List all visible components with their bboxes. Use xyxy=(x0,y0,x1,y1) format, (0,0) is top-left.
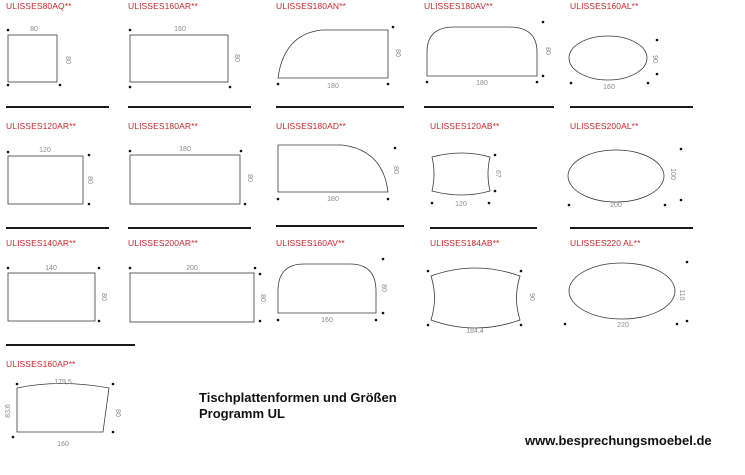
shape-ulisses200al xyxy=(568,148,683,209)
dim-width: 140 xyxy=(45,265,57,272)
dim-depth: 80 xyxy=(380,284,387,292)
dim-width: 160 xyxy=(321,317,333,324)
caption-subtitle: Programm UL xyxy=(199,406,285,421)
caption-title: Tischplattenformen und Größen xyxy=(199,390,397,405)
dim-width: 180 xyxy=(476,80,488,87)
shape-ulisses160ap xyxy=(5,379,121,448)
shape-ulisses200ar xyxy=(129,265,266,322)
dim-width: 180 xyxy=(327,83,339,90)
dim-depth: 80 xyxy=(394,49,401,57)
shape-label-ulisses160av: ULISSES160AV** xyxy=(276,238,345,248)
dim-right-depth: 80 xyxy=(114,409,121,417)
shape-label-ulisses160ap: ULISSES160AP** xyxy=(6,359,76,369)
shape-label-ulisses220al: ULISSES220 AL** xyxy=(570,238,641,248)
shape-ulisses120ar xyxy=(7,147,93,205)
dim-width: 220 xyxy=(617,322,629,329)
dim-width: 200 xyxy=(186,265,198,272)
dim-depth: 80 xyxy=(233,54,240,62)
dim-width: 184,4 xyxy=(466,328,484,335)
shape-ulisses180ar xyxy=(129,146,253,205)
shape-ulisses180an xyxy=(277,26,401,90)
dim-left-depth: 83,6 xyxy=(5,404,12,418)
shape-ulisses160ar xyxy=(129,26,240,88)
dim-depth: 80 xyxy=(544,47,551,55)
shape-label-ulisses180av: ULISSES180AV** xyxy=(424,1,493,11)
dim-depth: 80 xyxy=(86,176,93,184)
shape-label-ulisses180ad: ULISSES180AD** xyxy=(276,121,346,131)
dim-depth: 90 xyxy=(651,55,658,63)
shape-ulisses220al xyxy=(564,261,689,329)
dim-width: 160 xyxy=(174,26,186,33)
shape-ulisses160av xyxy=(277,258,387,324)
shape-ulisses180ad xyxy=(277,145,399,203)
shape-label-ulisses200ar: ULISSES200AR** xyxy=(128,238,198,248)
dim-bottom-width: 160 xyxy=(57,441,69,448)
shape-label-ulisses180ar: ULISSES180AR** xyxy=(128,121,198,131)
dim-width: 120 xyxy=(39,147,51,154)
shape-label-ulisses160al: ULISSES160AL** xyxy=(570,1,639,11)
shape-ulisses160al xyxy=(569,36,658,91)
shape-label-ulisses120ar: ULISSES120AR** xyxy=(6,121,76,131)
dim-width: 160 xyxy=(603,84,615,91)
dim-depth: 80 xyxy=(259,294,266,302)
shape-ulisses140ar xyxy=(7,265,107,322)
dim-width: 200 xyxy=(610,202,622,209)
dim-depth: 90 xyxy=(528,293,535,301)
shape-ulisses80aq xyxy=(7,26,71,86)
shape-label-ulisses180an: ULISSES180AN** xyxy=(276,1,346,11)
shape-label-ulisses80aq: ULISSES80AQ** xyxy=(6,1,72,11)
shape-label-ulisses184ab: ULISSES184AB** xyxy=(430,238,500,248)
shape-label-ulisses200al: ULISSES200AL** xyxy=(570,121,639,131)
dim-width: 180 xyxy=(327,196,339,203)
shape-label-ulisses160ar: ULISSES160AR** xyxy=(128,1,198,11)
dim-width: 120 xyxy=(455,201,467,208)
dim-depth: 80 xyxy=(100,293,107,301)
dim-depth: 80 xyxy=(246,174,253,182)
dim-width: 80 xyxy=(30,26,38,33)
dim-depth: 110 xyxy=(678,289,685,301)
dim-depth: 80 xyxy=(392,166,399,174)
shape-ulisses120ab xyxy=(431,153,501,208)
shape-ulisses180av xyxy=(426,21,551,87)
shape-ulisses184ab xyxy=(427,268,535,335)
website-url: www.besprechungsmoebel.de xyxy=(525,433,712,448)
shape-label-ulisses120ab: ULISSES120AB** xyxy=(430,121,500,131)
dim-depth: 67 xyxy=(494,170,501,178)
dim-depth: 80 xyxy=(64,56,71,64)
shape-label-ulisses140ar: ULISSES140AR** xyxy=(6,238,76,248)
dim-width: 180 xyxy=(179,146,191,153)
dim-top-width: 179,5 xyxy=(54,379,72,386)
dim-depth: 100 xyxy=(669,168,676,180)
